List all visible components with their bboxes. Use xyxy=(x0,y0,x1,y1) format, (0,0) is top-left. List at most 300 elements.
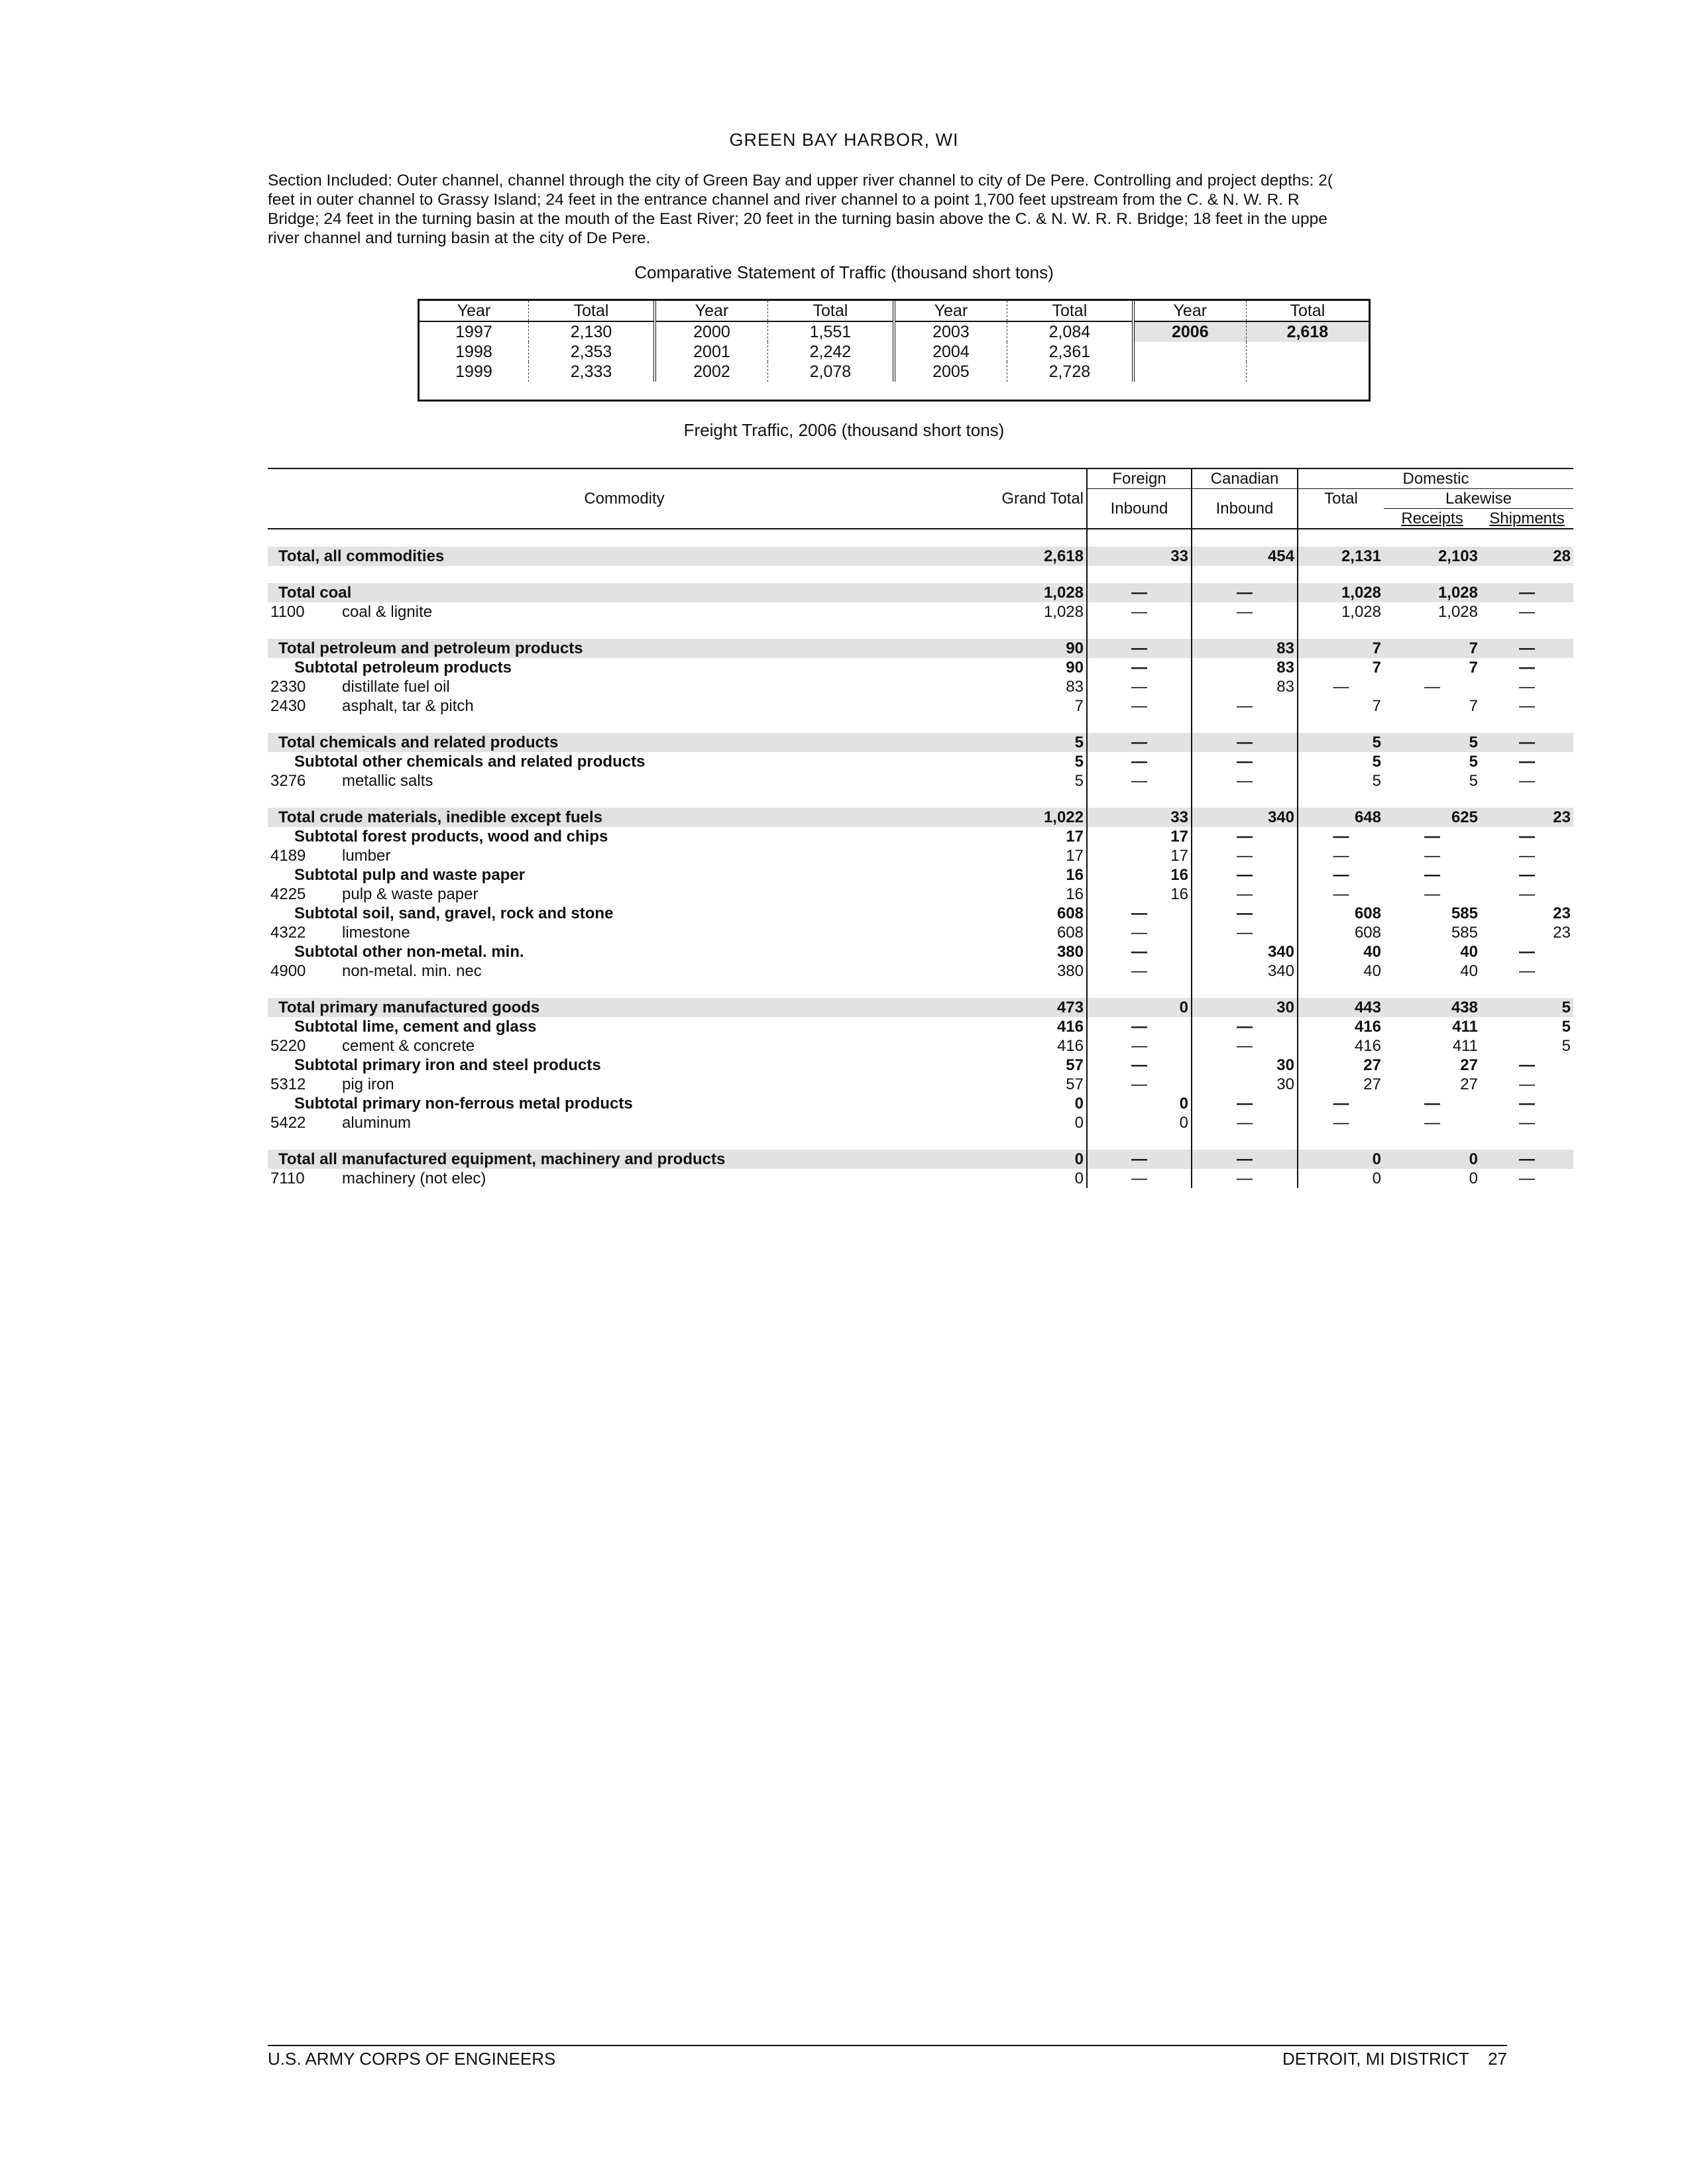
comp-cell-year: 2001 xyxy=(655,342,767,362)
value-grand-total: 1,022 xyxy=(981,808,1087,827)
value-lakewise-shipments: 5 xyxy=(1481,998,1573,1017)
value-canadian-inbound: — xyxy=(1192,923,1298,942)
comp-cell-total: 2,084 xyxy=(1007,321,1133,342)
value-lakewise-shipments: — xyxy=(1519,753,1535,771)
commodity-row-item xyxy=(268,677,1573,696)
value-lakewise-shipments: 5 xyxy=(1561,1018,1571,1036)
value-lakewise-shipments: — xyxy=(1519,678,1535,696)
value-foreign-inbound: — xyxy=(1087,583,1192,602)
commodity-code: 4225 xyxy=(270,885,306,903)
commodity-row-item xyxy=(268,846,1573,865)
commodity-code: 4322 xyxy=(270,924,306,942)
value-domestic-total: — xyxy=(1298,827,1384,846)
value-domestic-total: — xyxy=(1298,865,1384,885)
commodity-name: Total coal xyxy=(278,584,352,602)
value-grand-total: 5 xyxy=(981,733,1087,752)
commodity-row-item xyxy=(268,961,1573,981)
section-line: Section Included: Outer channel, channel through the city of Green Bay and upper river channel to city of De Pere. Controlling and project depths: 2( xyxy=(268,172,1333,190)
commodity-code: 3276 xyxy=(270,772,306,790)
commodity-cell xyxy=(268,583,981,602)
value-lakewise-shipments: — xyxy=(1519,866,1535,884)
value-lakewise-shipments: — xyxy=(1481,1150,1573,1169)
value-grand-total: 2,618 xyxy=(981,547,1087,566)
value-canadian-inbound: 30 xyxy=(1192,998,1298,1017)
commodity-code: 2330 xyxy=(270,678,306,696)
commodity-code: 4189 xyxy=(270,847,306,865)
value-canadian-inbound: 340 xyxy=(1192,808,1298,827)
value-domestic-total: 416 xyxy=(1298,1036,1384,1056)
comp-row xyxy=(420,362,1369,382)
section-description xyxy=(268,171,1507,248)
commodity-cell xyxy=(268,923,981,942)
commodity-row-sub xyxy=(268,904,1573,923)
value-foreign-inbound: 33 xyxy=(1087,547,1192,566)
value-lakewise-receipts: — xyxy=(1424,828,1440,846)
comp-cell-year xyxy=(1133,342,1246,362)
header-commodity: Commodity xyxy=(584,490,665,508)
spacer-row xyxy=(268,791,1573,808)
value-grand-total: 380 xyxy=(1056,962,1084,980)
value-lakewise-shipments: — xyxy=(1481,583,1573,602)
value-foreign-inbound: — xyxy=(1087,1075,1192,1094)
commodity-name: metallic salts xyxy=(342,772,433,790)
commodity-cell xyxy=(268,1075,981,1094)
commodity-name: Total, all commodities xyxy=(278,547,445,565)
commodity-row-sub xyxy=(268,658,1573,677)
commodity-row-sub xyxy=(268,1056,1573,1075)
value-canadian-inbound: — xyxy=(1192,602,1298,622)
value-grand-total: 16 xyxy=(1066,866,1084,884)
page-footer xyxy=(268,2045,1507,2069)
value-foreign-inbound: — xyxy=(1087,1056,1192,1075)
comp-row xyxy=(420,342,1369,362)
header-foreign-inbound: Inbound xyxy=(1087,489,1192,529)
value-grand-total: 0 xyxy=(1074,1114,1084,1132)
commodity-cell xyxy=(268,1017,981,1036)
commodity-name: Subtotal other chemicals and related products xyxy=(294,753,646,771)
value-grand-total: 7 xyxy=(1074,697,1084,715)
value-grand-total: 0 xyxy=(981,1150,1087,1169)
value-lakewise-shipments: 5 xyxy=(1561,1037,1571,1055)
commodity-row-total xyxy=(268,639,1573,658)
commodity-name: aluminum xyxy=(342,1114,412,1132)
commodity-cell xyxy=(268,885,981,904)
comp-header-total: Total xyxy=(528,301,655,321)
commodity-cell xyxy=(268,942,981,961)
value-grand-total: 5 xyxy=(1074,753,1084,771)
commodity-cell xyxy=(268,1113,981,1132)
commodity-name: pig iron xyxy=(342,1075,394,1093)
value-domestic-total: 40 xyxy=(1298,961,1384,981)
comparative-header-row xyxy=(420,301,1369,321)
value-domestic-total: 608 xyxy=(1298,923,1384,942)
comp-header-year: Year xyxy=(1133,301,1246,321)
commodity-cell xyxy=(268,752,981,771)
value-lakewise-receipts: 7 xyxy=(1384,639,1481,658)
commodity-row-item xyxy=(268,696,1573,716)
commodity-row-total xyxy=(268,1150,1573,1169)
commodity-code: 2430 xyxy=(270,697,306,715)
value-canadian-inbound: — xyxy=(1192,1036,1298,1056)
comp-cell-year: 1999 xyxy=(420,362,528,382)
commodity-row-item xyxy=(268,885,1573,904)
value-foreign-inbound: 0 xyxy=(1087,1094,1192,1113)
value-foreign-inbound: — xyxy=(1087,904,1192,923)
comp-cell-total: 2,333 xyxy=(528,362,655,382)
spacer-row xyxy=(268,981,1573,998)
comparative-caption: Comparative Statement of Traffic (thousand short tons) xyxy=(634,262,1054,282)
section-line: feet in outer channel to Grassy Island; 24 feet in the entrance channel and river channel to a point 1,700 feet upstream from the C. & N. W. R. R xyxy=(268,191,1300,209)
comp-cell-total: 1,551 xyxy=(767,321,894,342)
commodity-row-item xyxy=(268,1169,1573,1188)
value-lakewise-receipts: — xyxy=(1424,1114,1440,1132)
value-domestic-total: 7 xyxy=(1298,639,1384,658)
value-canadian-inbound: 30 xyxy=(1192,1056,1298,1075)
commodity-cell xyxy=(268,639,981,658)
value-canadian-inbound: 83 xyxy=(1192,658,1298,677)
commodity-code: 1100 xyxy=(270,603,305,621)
value-lakewise-receipts: 5 xyxy=(1469,753,1478,771)
value-domestic-total: 2,131 xyxy=(1298,547,1384,566)
comp-header-total: Total xyxy=(1246,301,1369,321)
value-domestic-total: 5 xyxy=(1298,771,1384,791)
commodity-name: Total crude materials, inedible except fuels xyxy=(278,808,603,826)
spacer-row xyxy=(268,716,1573,733)
value-canadian-inbound: — xyxy=(1192,1169,1298,1188)
comp-cell-total: 2,242 xyxy=(767,342,894,362)
value-lakewise-shipments: — xyxy=(1519,847,1535,865)
value-canadian-inbound: — xyxy=(1192,696,1298,716)
commodity-row-item xyxy=(268,1113,1573,1132)
value-grand-total: 90 xyxy=(981,639,1087,658)
value-canadian-inbound: — xyxy=(1192,1017,1298,1036)
value-domestic-total: 0 xyxy=(1298,1169,1384,1188)
value-grand-total: 0 xyxy=(1074,1170,1084,1187)
commodity-name: Total chemicals and related products xyxy=(278,734,559,751)
commodity-code: 5220 xyxy=(270,1037,306,1055)
value-lakewise-shipments: — xyxy=(1519,943,1535,961)
commodity-row-sub xyxy=(268,1017,1573,1036)
header-canadian: Canadian xyxy=(1192,468,1298,489)
commodity-row-item xyxy=(268,771,1573,791)
value-grand-total: 57 xyxy=(1066,1056,1084,1074)
commodity-row-sub xyxy=(268,752,1573,771)
commodity-cell xyxy=(268,696,981,716)
value-domestic-total: 40 xyxy=(1298,942,1384,961)
value-foreign-inbound: 17 xyxy=(1087,827,1192,846)
freight-table xyxy=(268,468,1571,1188)
commodity-cell xyxy=(268,808,981,827)
value-foreign-inbound: — xyxy=(1087,942,1192,961)
value-lakewise-shipments: 23 xyxy=(1553,924,1571,942)
comp-row xyxy=(420,321,1369,342)
comp-cell-year: 2004 xyxy=(894,342,1007,362)
value-lakewise-receipts: 5 xyxy=(1384,733,1481,752)
value-lakewise-receipts: 27 xyxy=(1460,1075,1478,1093)
comp-header-year: Year xyxy=(420,301,528,321)
comp-cell-year: 2000 xyxy=(655,321,767,342)
commodity-name: Total all manufactured equipment, machinery and products xyxy=(278,1150,726,1168)
value-lakewise-shipments: — xyxy=(1519,885,1535,903)
value-canadian-inbound: — xyxy=(1192,733,1298,752)
value-grand-total: 17 xyxy=(1066,828,1084,846)
value-foreign-inbound: — xyxy=(1087,752,1192,771)
value-canadian-inbound: 340 xyxy=(1192,961,1298,981)
commodity-row-item xyxy=(268,602,1573,622)
commodity-cell xyxy=(268,846,981,865)
value-grand-total: 90 xyxy=(1066,659,1084,677)
commodity-row-sub xyxy=(268,865,1573,885)
value-canadian-inbound: 340 xyxy=(1192,942,1298,961)
value-lakewise-receipts: — xyxy=(1424,1095,1440,1113)
comp-cell-total: 2,078 xyxy=(767,362,894,382)
header-lakewise: Lakewise xyxy=(1384,489,1573,509)
value-foreign-inbound: — xyxy=(1087,1169,1192,1188)
value-grand-total: 83 xyxy=(1066,678,1084,696)
value-foreign-inbound: — xyxy=(1087,771,1192,791)
value-lakewise-receipts: — xyxy=(1424,866,1440,884)
comp-cell-year: 2005 xyxy=(894,362,1007,382)
value-canadian-inbound: — xyxy=(1192,827,1298,846)
value-lakewise-receipts: 411 xyxy=(1452,1037,1478,1055)
value-grand-total: 5 xyxy=(1074,772,1084,790)
value-lakewise-shipments: — xyxy=(1519,1095,1535,1113)
value-domestic-total: 0 xyxy=(1298,1150,1384,1169)
value-lakewise-receipts: 7 xyxy=(1469,659,1478,677)
commodity-name: Subtotal forest products, wood and chips xyxy=(294,828,608,846)
comp-header-year: Year xyxy=(894,301,1007,321)
commodity-code: 5312 xyxy=(270,1075,306,1093)
value-grand-total: 416 xyxy=(1056,1037,1084,1055)
value-canadian-inbound: — xyxy=(1192,752,1298,771)
comp-cell-year xyxy=(1133,362,1246,382)
value-domestic-total: 608 xyxy=(1298,904,1384,923)
commodity-code: 5422 xyxy=(270,1114,306,1132)
value-lakewise-shipments: — xyxy=(1519,1056,1535,1074)
value-foreign-inbound: — xyxy=(1087,639,1192,658)
value-domestic-total: — xyxy=(1298,1113,1384,1132)
commodity-name: Total petroleum and petroleum products xyxy=(278,639,583,657)
commodity-name: Subtotal other non-metal. min. xyxy=(294,943,524,961)
comp-cell-year: 1998 xyxy=(420,342,528,362)
value-canadian-inbound: 83 xyxy=(1192,639,1298,658)
comp-header-total: Total xyxy=(1007,301,1133,321)
commodity-name: coal & lignite xyxy=(342,603,433,621)
value-foreign-inbound: — xyxy=(1087,961,1192,981)
comp-cell-year: 2003 xyxy=(894,321,1007,342)
commodity-name: asphalt, tar & pitch xyxy=(342,697,474,715)
spacer-row xyxy=(268,622,1573,639)
value-domestic-total: 443 xyxy=(1298,998,1384,1017)
value-lakewise-receipts: 40 xyxy=(1460,962,1478,980)
value-grand-total: 57 xyxy=(1066,1075,1084,1093)
value-canadian-inbound: 83 xyxy=(1192,677,1298,696)
comp-header-total: Total xyxy=(767,301,894,321)
spacer-row xyxy=(268,529,1573,547)
commodity-cell xyxy=(268,547,981,566)
freight-caption: Freight Traffic, 2006 (thousand short tons) xyxy=(683,420,1005,440)
value-canadian-inbound: — xyxy=(1192,1094,1298,1113)
spacer-row xyxy=(268,1132,1573,1150)
commodity-name: Subtotal primary iron and steel products xyxy=(294,1056,601,1074)
value-lakewise-receipts: 438 xyxy=(1384,998,1481,1017)
commodity-cell xyxy=(268,1169,981,1188)
commodity-name: lumber xyxy=(342,847,391,865)
value-grand-total: 473 xyxy=(981,998,1087,1017)
header-domestic: Domestic xyxy=(1298,468,1573,489)
commodity-row-item xyxy=(268,1036,1573,1056)
commodity-row-sub xyxy=(268,1094,1573,1113)
value-domestic-total: 7 xyxy=(1298,658,1384,677)
value-domestic-total: 5 xyxy=(1298,733,1384,752)
value-lakewise-receipts: 1,028 xyxy=(1437,603,1478,621)
value-grand-total: 17 xyxy=(1066,847,1084,865)
value-lakewise-shipments: — xyxy=(1519,603,1535,621)
value-domestic-total: 648 xyxy=(1298,808,1384,827)
header-receipts: Receipts xyxy=(1401,510,1463,527)
value-foreign-inbound: — xyxy=(1087,1150,1192,1169)
value-canadian-inbound: 30 xyxy=(1192,1075,1298,1094)
comp-cell-total: 2,353 xyxy=(528,342,655,362)
commodity-cell xyxy=(268,1094,981,1113)
value-canadian-inbound: — xyxy=(1192,865,1298,885)
commodity-row-total xyxy=(268,583,1573,602)
value-grand-total: 380 xyxy=(1056,943,1084,961)
commodity-row-sub xyxy=(268,827,1573,846)
header-shipments: Shipments xyxy=(1489,510,1565,527)
commodity-name: Subtotal petroleum products xyxy=(294,659,512,677)
section-line: river channel and turning basin at the city of De Pere. xyxy=(268,229,651,247)
value-foreign-inbound: 17 xyxy=(1087,846,1192,865)
value-lakewise-shipments: — xyxy=(1519,1114,1535,1132)
value-foreign-inbound: 0 xyxy=(1087,998,1192,1017)
value-lakewise-shipments: — xyxy=(1519,1075,1535,1093)
value-domestic-total: — xyxy=(1298,885,1384,904)
value-lakewise-shipments: — xyxy=(1519,772,1535,790)
value-foreign-inbound: 16 xyxy=(1087,885,1192,904)
value-lakewise-shipments: — xyxy=(1519,697,1535,715)
value-canadian-inbound: — xyxy=(1192,1150,1298,1169)
commodity-cell xyxy=(268,733,981,752)
comp-cell-total: 2,618 xyxy=(1246,321,1369,342)
value-lakewise-receipts: 5 xyxy=(1469,772,1478,790)
freight-header-row xyxy=(268,468,1573,489)
comp-cell-total xyxy=(1246,342,1369,362)
value-lakewise-receipts: 0 xyxy=(1469,1170,1478,1187)
page-title: GREEN BAY HARBOR, WI xyxy=(729,130,959,150)
commodity-name: cement & concrete xyxy=(342,1037,475,1055)
commodity-cell xyxy=(268,961,981,981)
value-foreign-inbound: — xyxy=(1087,1036,1192,1056)
spacer-row xyxy=(268,566,1573,583)
value-canadian-inbound: 454 xyxy=(1192,547,1298,566)
value-lakewise-shipments: 23 xyxy=(1553,904,1571,922)
value-foreign-inbound: — xyxy=(1087,923,1192,942)
value-domestic-total: 5 xyxy=(1298,752,1384,771)
commodity-code: 7110 xyxy=(270,1170,305,1187)
value-lakewise-receipts: 585 xyxy=(1451,904,1478,922)
value-lakewise-shipments: — xyxy=(1519,962,1535,980)
commodity-cell xyxy=(268,865,981,885)
value-lakewise-shipments: — xyxy=(1519,828,1535,846)
value-lakewise-shipments: 23 xyxy=(1481,808,1573,827)
comp-header-year: Year xyxy=(655,301,767,321)
value-lakewise-receipts: 2,103 xyxy=(1384,547,1481,566)
value-lakewise-shipments: — xyxy=(1519,1170,1535,1187)
value-lakewise-shipments: — xyxy=(1481,733,1573,752)
value-lakewise-receipts: 1,028 xyxy=(1384,583,1481,602)
value-foreign-inbound: — xyxy=(1087,658,1192,677)
commodity-row-total xyxy=(268,733,1573,752)
value-grand-total: 1,028 xyxy=(981,583,1087,602)
commodity-name: Subtotal soil, sand, gravel, rock and stone xyxy=(294,904,614,922)
commodity-name: non-metal. min. nec xyxy=(342,962,482,980)
value-canadian-inbound: — xyxy=(1192,904,1298,923)
commodity-cell xyxy=(268,998,981,1017)
value-grand-total: 608 xyxy=(1056,924,1084,942)
commodity-cell xyxy=(268,1036,981,1056)
value-domestic-total: 7 xyxy=(1298,696,1384,716)
value-foreign-inbound: 33 xyxy=(1087,808,1192,827)
value-lakewise-receipts: 625 xyxy=(1384,808,1481,827)
comp-cell-total: 2,728 xyxy=(1007,362,1133,382)
comp-cell-year: 2006 xyxy=(1133,321,1246,342)
commodity-name: Subtotal primary non-ferrous metal products xyxy=(294,1095,633,1113)
value-lakewise-receipts: 585 xyxy=(1451,924,1478,942)
value-foreign-inbound: 16 xyxy=(1087,865,1192,885)
comp-cell-year: 1997 xyxy=(420,321,528,342)
comp-cell-total xyxy=(1246,362,1369,382)
commodity-cell xyxy=(268,658,981,677)
header-canadian-inbound: Inbound xyxy=(1192,489,1298,529)
value-lakewise-receipts: 411 xyxy=(1452,1018,1478,1036)
value-lakewise-receipts: — xyxy=(1424,847,1440,865)
commodity-cell xyxy=(268,1056,981,1075)
value-domestic-total: 27 xyxy=(1298,1075,1384,1094)
commodity-name: pulp & waste paper xyxy=(342,885,478,903)
commodity-name: distillate fuel oil xyxy=(342,678,450,696)
header-foreign: Foreign xyxy=(1087,468,1192,489)
commodity-cell xyxy=(268,904,981,923)
commodity-name: Subtotal pulp and waste paper xyxy=(294,866,526,884)
value-domestic-total: 1,028 xyxy=(1298,602,1384,622)
commodity-cell xyxy=(268,602,981,622)
value-domestic-total: — xyxy=(1298,1094,1384,1113)
header-grand-total: Grand Total xyxy=(1001,490,1084,508)
footer-right: DETROIT, MI DISTRICT 27 xyxy=(1282,2049,1507,2069)
value-lakewise-receipts: — xyxy=(1424,885,1440,903)
commodity-row-total xyxy=(268,998,1573,1017)
commodity-row-sub xyxy=(268,942,1573,961)
value-lakewise-shipments: 28 xyxy=(1481,547,1573,566)
comp-cell-total: 2,361 xyxy=(1007,342,1133,362)
value-grand-total: 0 xyxy=(1074,1095,1084,1113)
value-grand-total: 16 xyxy=(1066,885,1084,903)
footer-left: U.S. ARMY CORPS OF ENGINEERS xyxy=(268,2049,556,2069)
commodity-name: Total primary manufactured goods xyxy=(278,999,540,1016)
commodity-row-item xyxy=(268,923,1573,942)
value-lakewise-shipments: — xyxy=(1481,639,1573,658)
value-canadian-inbound: — xyxy=(1192,1113,1298,1132)
value-grand-total: 416 xyxy=(1056,1018,1084,1036)
value-canadian-inbound: — xyxy=(1192,846,1298,865)
value-foreign-inbound: — xyxy=(1087,696,1192,716)
commodity-name: limestone xyxy=(342,924,410,942)
commodity-cell xyxy=(268,827,981,846)
value-domestic-total: — xyxy=(1298,677,1384,696)
value-lakewise-receipts: 40 xyxy=(1460,943,1478,961)
value-domestic-total: 416 xyxy=(1298,1017,1384,1036)
